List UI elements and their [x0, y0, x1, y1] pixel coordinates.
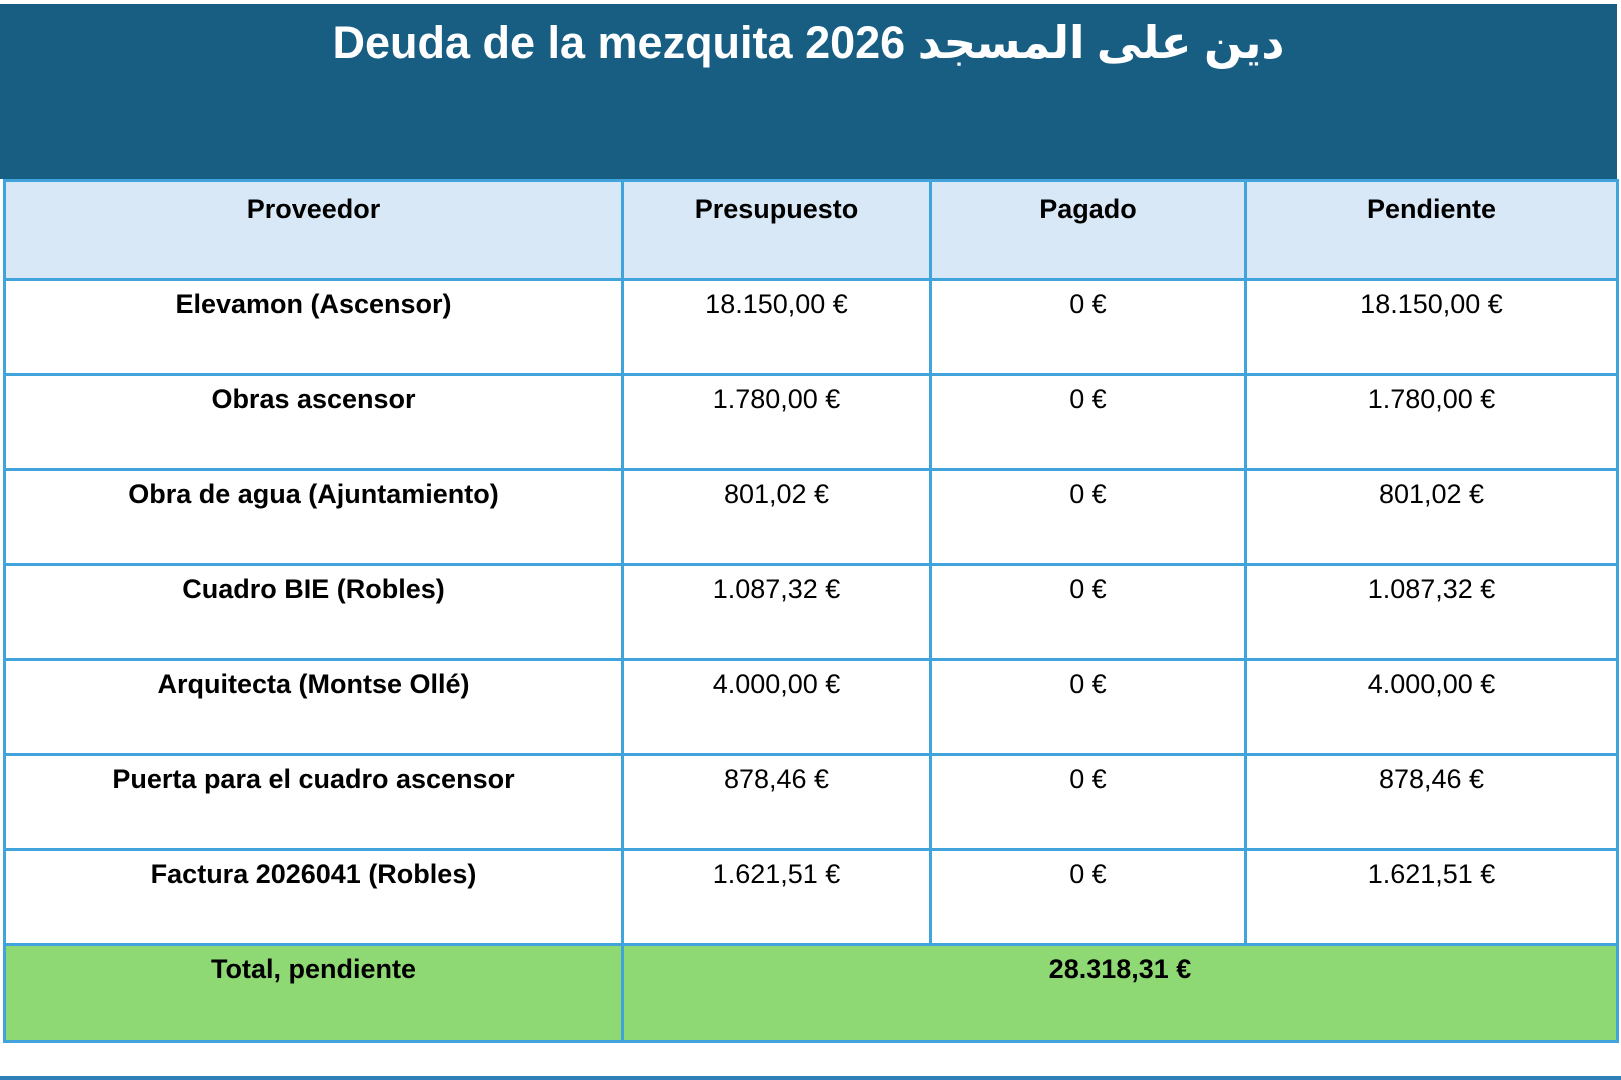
cell-pendiente: 18.150,00 € — [1246, 280, 1618, 375]
cell-pendiente: 801,02 € — [1246, 470, 1618, 565]
cell-presupuesto: 1.780,00 € — [623, 375, 931, 470]
table-row — [5, 755, 1618, 850]
cell-pendiente: 1.621,51 € — [1246, 850, 1618, 945]
total-label: Total, pendiente — [5, 945, 623, 1042]
cell-proveedor: Factura 2026041 (Robles) — [5, 850, 623, 945]
cell-presupuesto: 878,46 € — [623, 755, 931, 850]
cell-presupuesto: 4.000,00 € — [623, 660, 931, 755]
cell-pagado: 0 € — [931, 660, 1246, 755]
cell-pendiente: 1.780,00 € — [1246, 375, 1618, 470]
cell-presupuesto: 1.621,51 € — [623, 850, 931, 945]
table-row — [5, 850, 1618, 945]
column-header-proveedor: Proveedor — [5, 181, 623, 280]
cell-proveedor: Obras ascensor — [5, 375, 623, 470]
document-title: Deuda de la mezquita 2026 دين على المسجد — [332, 17, 1285, 68]
cell-pagado: 0 € — [931, 565, 1246, 660]
column-header-pendiente: Pendiente — [1246, 181, 1618, 280]
cell-proveedor: Puerta para el cuadro ascensor — [5, 755, 623, 850]
cell-pagado: 0 € — [931, 470, 1246, 565]
column-header-pagado: Pagado — [931, 181, 1246, 280]
cell-pendiente: 1.087,32 € — [1246, 565, 1618, 660]
cell-pendiente: 878,46 € — [1246, 755, 1618, 850]
cell-pagado: 0 € — [931, 280, 1246, 375]
debt-table — [3, 179, 1619, 1043]
table-row — [5, 375, 1618, 470]
table-row — [5, 660, 1618, 755]
cell-proveedor: Obra de agua (Ajuntamiento) — [5, 470, 623, 565]
cell-presupuesto: 801,02 € — [623, 470, 931, 565]
total-row — [5, 945, 1618, 1042]
total-amount: 28.318,31 € — [623, 945, 1618, 1042]
title-banner — [0, 4, 1617, 179]
cell-pagado: 0 € — [931, 850, 1246, 945]
table-row — [5, 470, 1618, 565]
cell-pagado: 0 € — [931, 755, 1246, 850]
cell-presupuesto: 18.150,00 € — [623, 280, 931, 375]
column-header-presupuesto: Presupuesto — [623, 181, 931, 280]
header-row — [5, 181, 1618, 280]
table-row — [5, 565, 1618, 660]
cell-presupuesto: 1.087,32 € — [623, 565, 931, 660]
cell-proveedor: Arquitecta (Montse Ollé) — [5, 660, 623, 755]
bottom-edge — [0, 1076, 1621, 1080]
cell-proveedor: Cuadro BIE (Robles) — [5, 565, 623, 660]
cell-proveedor: Elevamon (Ascensor) — [5, 280, 623, 375]
cell-pagado: 0 € — [931, 375, 1246, 470]
cell-pendiente: 4.000,00 € — [1246, 660, 1618, 755]
table-row — [5, 280, 1618, 375]
